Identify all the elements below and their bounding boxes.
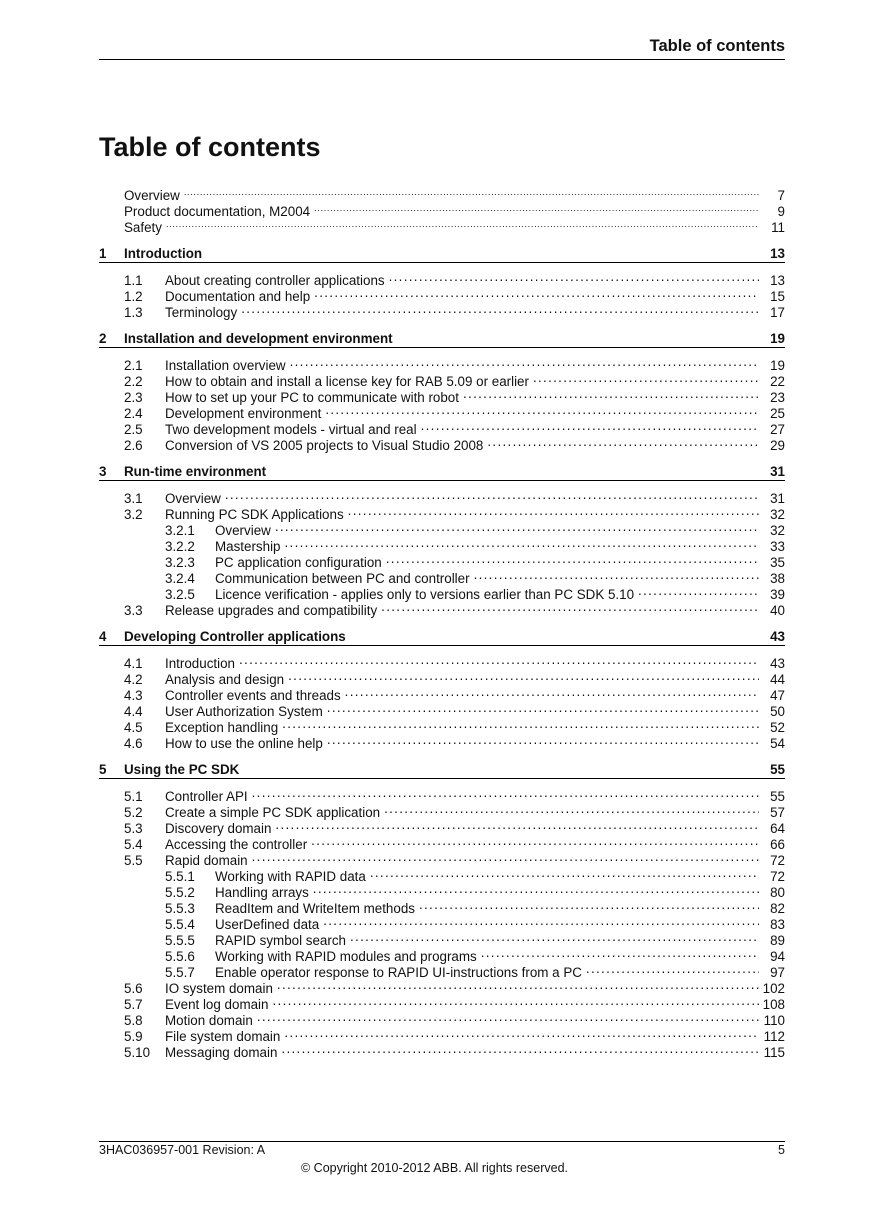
toc-entry-page: 15 xyxy=(770,289,785,304)
toc-entry-page: 47 xyxy=(770,688,785,703)
dot-leader xyxy=(288,668,759,684)
toc-entry-title: Working with RAPID data xyxy=(215,869,366,884)
toc-entry-page: 38 xyxy=(770,571,785,586)
toc-entry-page: 44 xyxy=(770,672,785,687)
toc-entry-page: 22 xyxy=(770,374,785,389)
toc-entry-front-matter[interactable] xyxy=(99,200,785,219)
toc-entry-title: Running PC SDK Applications xyxy=(165,507,344,522)
toc-entry-title: Licence verification - applies only to versions earlier than PC SDK 5.10 xyxy=(215,587,635,602)
toc-section-entry[interactable] xyxy=(99,354,785,373)
toc-entry-title: Product documentation, M2004 xyxy=(124,204,311,219)
toc-entry-page: 31 xyxy=(770,491,785,506)
dot-leader xyxy=(239,652,759,668)
toc-entry-page: 94 xyxy=(770,949,785,964)
page-number: 5 xyxy=(778,1143,785,1157)
toc-entry-number: 5.6 xyxy=(124,981,143,996)
toc-entry-title: Two development models - virtual and real xyxy=(165,422,417,437)
toc-entry-page: 43 xyxy=(770,656,785,671)
toc-entry-number: 4.1 xyxy=(124,656,143,671)
toc-entry-number: 2.4 xyxy=(124,406,143,421)
toc-entry-page: 32 xyxy=(770,523,785,538)
toc-entry-title: UserDefined data xyxy=(215,917,320,932)
chapter-title: Developing Controller applications xyxy=(124,629,346,644)
toc-entry-number: 5.1 xyxy=(124,789,143,804)
dot-leader xyxy=(481,945,759,961)
toc-entry-number: 5.5 xyxy=(124,853,143,868)
toc-entry-title: Controller events and threads xyxy=(165,688,341,703)
toc-entry-title: IO system domain xyxy=(165,981,273,996)
chapter-number: 1 xyxy=(99,246,107,261)
dot-leader xyxy=(348,503,759,519)
toc-entry-page: 66 xyxy=(770,837,785,852)
toc-chapter-heading[interactable] xyxy=(99,628,785,646)
toc-entry-title: How to use the online help xyxy=(165,736,323,751)
toc-entry-number: 2.2 xyxy=(124,374,143,389)
dot-leader xyxy=(533,370,759,386)
chapter-number: 5 xyxy=(99,762,107,777)
dot-leader xyxy=(314,200,759,216)
toc-entry-page: 50 xyxy=(770,704,785,719)
toc-entry-page: 83 xyxy=(770,917,785,932)
header-divider xyxy=(99,59,785,60)
dot-leader xyxy=(275,519,759,535)
toc-entry-number: 3.2.4 xyxy=(165,571,195,586)
chapter-title: Run-time environment xyxy=(124,464,267,479)
toc-entry-number: 2.1 xyxy=(124,358,143,373)
toc-entry-number: 5.4 xyxy=(124,837,143,852)
dot-leader xyxy=(345,684,759,700)
chapter-page: 43 xyxy=(770,629,785,644)
toc-chapter-heading[interactable] xyxy=(99,245,785,263)
toc-entry-page: 35 xyxy=(770,555,785,570)
toc-entry-title: Development environment xyxy=(165,406,322,421)
footer-divider xyxy=(99,1141,785,1142)
toc-entry-title: Safety xyxy=(124,220,162,235)
toc-entry-page: 17 xyxy=(770,305,785,320)
toc-entry-title: ReadItem and WriteItem methods xyxy=(215,901,415,916)
toc-entry-page: 89 xyxy=(770,933,785,948)
toc-entry-number: 5.5.5 xyxy=(165,933,195,948)
header-title: Table of contents xyxy=(649,37,785,55)
toc-entry-number: 5.10 xyxy=(124,1045,151,1060)
toc-section-entry[interactable] xyxy=(99,785,785,804)
dot-leader xyxy=(277,977,759,993)
toc-entry-title: Terminology xyxy=(165,305,238,320)
toc-entry-title: Overview xyxy=(215,523,271,538)
dot-leader xyxy=(386,551,759,567)
toc-entry-page: 80 xyxy=(770,885,785,900)
dot-leader xyxy=(252,785,759,801)
toc-entry-page: 108 xyxy=(762,997,785,1012)
toc-entry-page: 25 xyxy=(770,406,785,421)
toc-entry-number: 5.5.6 xyxy=(165,949,195,964)
toc-entry-front-matter[interactable] xyxy=(99,184,785,203)
toc-entry-number: 5.2 xyxy=(124,805,143,820)
dot-leader xyxy=(389,269,759,285)
toc-entry-title: Documentation and help xyxy=(165,289,311,304)
dot-leader xyxy=(311,833,759,849)
toc-entry-title: Analysis and design xyxy=(165,672,285,687)
dot-leader xyxy=(463,386,759,402)
chapter-page: 19 xyxy=(770,331,785,346)
toc-entry-title: Motion domain xyxy=(165,1013,253,1028)
toc-entry-number: 1.1 xyxy=(124,273,143,288)
dot-leader xyxy=(225,487,759,503)
chapter-title: Introduction xyxy=(124,246,203,261)
toc-entry-page: 9 xyxy=(777,204,785,219)
chapter-number: 2 xyxy=(99,331,107,346)
toc-entry-title: Controller API xyxy=(165,789,248,804)
dot-leader xyxy=(327,732,759,748)
toc-entry-title: Introduction xyxy=(165,656,235,671)
toc-entry-page: 27 xyxy=(770,422,785,437)
toc-entry-title: Mastership xyxy=(215,539,281,554)
toc-entry-number: 5.7 xyxy=(124,997,143,1012)
toc-entry-page: 97 xyxy=(770,965,785,980)
toc-chapter-heading[interactable] xyxy=(99,463,785,481)
toc-entry-title: RAPID symbol search xyxy=(215,933,346,948)
toc-entry-title: Accessing the controller xyxy=(165,837,308,852)
toc-entry-title: Overview xyxy=(124,188,180,203)
toc-entry-title: User Authorization System xyxy=(165,704,323,719)
toc-entry-number: 3.2 xyxy=(124,507,143,522)
dot-leader xyxy=(314,285,759,301)
dot-leader xyxy=(350,929,759,945)
toc-entry-number: 4.4 xyxy=(124,704,143,719)
chapter-title: Using the PC SDK xyxy=(124,762,240,777)
dot-leader xyxy=(474,567,759,583)
toc-entry-number: 3.2.2 xyxy=(165,539,195,554)
toc-entry-number: 1.3 xyxy=(124,305,143,320)
toc-entry-page: 102 xyxy=(762,981,785,996)
dot-leader xyxy=(272,993,758,1009)
dot-leader xyxy=(282,716,759,732)
dot-leader xyxy=(241,301,759,317)
toc-entry-number: 4.6 xyxy=(124,736,143,751)
dot-leader xyxy=(421,418,759,434)
toc-entry-page: 29 xyxy=(770,438,785,453)
toc-entry-page: 33 xyxy=(770,539,785,554)
dot-leader xyxy=(323,913,759,929)
toc-entry-number: 1.2 xyxy=(124,289,143,304)
dot-leader xyxy=(290,354,759,370)
copyright-notice: © Copyright 2010-2012 ABB. All rights reserved. xyxy=(301,1161,568,1175)
toc-entry-number: 5.5.3 xyxy=(165,901,195,916)
toc-entry-number: 3.2.3 xyxy=(165,555,195,570)
dot-leader xyxy=(327,700,759,716)
toc-entry-number: 5.5.7 xyxy=(165,965,195,980)
toc-entry-page: 39 xyxy=(770,587,785,602)
toc-entry-number: 5.3 xyxy=(124,821,143,836)
toc-entry-page: 7 xyxy=(777,188,785,203)
toc-entry-number: 5.5.2 xyxy=(165,885,195,900)
toc-entry-title: How to obtain and install a license key for RAB 5.09 or earlier xyxy=(165,374,529,389)
dot-leader xyxy=(184,184,759,200)
toc-entry-number: 3.2.1 xyxy=(165,523,195,538)
toc-entry-number: 5.8 xyxy=(124,1013,143,1028)
dot-leader xyxy=(313,881,759,897)
toc-entry-page: 40 xyxy=(770,603,785,618)
chapter-page: 55 xyxy=(770,762,785,777)
chapter-title: Installation and development environment xyxy=(124,331,393,346)
toc-entry-page: 72 xyxy=(770,853,785,868)
toc-entry-page: 55 xyxy=(770,789,785,804)
dot-leader xyxy=(370,865,759,881)
toc-chapter-heading[interactable] xyxy=(99,761,785,779)
chapter-number: 4 xyxy=(99,629,107,644)
chapter-page: 13 xyxy=(770,246,785,261)
toc-entry-page: 52 xyxy=(770,720,785,735)
dot-leader xyxy=(284,1025,759,1041)
toc-entry-page: 13 xyxy=(770,273,785,288)
dot-leader xyxy=(281,1041,759,1057)
toc-entry-page: 64 xyxy=(770,821,785,836)
toc-entry-number: 4.2 xyxy=(124,672,143,687)
toc-entry-title: Conversion of VS 2005 projects to Visual Studio 2008 xyxy=(165,438,484,453)
chapter-number: 3 xyxy=(99,464,107,479)
toc-entry-title: Create a simple PC SDK application xyxy=(165,805,381,820)
toc-entry-title: Exception handling xyxy=(165,720,279,735)
toc-entry-title: Communication between PC and controller xyxy=(215,571,470,586)
toc-entry-title: Overview xyxy=(165,491,221,506)
dot-leader xyxy=(257,1009,759,1025)
dot-leader xyxy=(285,535,760,551)
toc-entry-title: Discovery domain xyxy=(165,821,272,836)
toc-section-entry[interactable] xyxy=(99,652,785,671)
toc-entry-number: 3.1 xyxy=(124,491,143,506)
page-title: Table of contents xyxy=(99,132,321,162)
toc-entry-title: Event log domain xyxy=(165,997,269,1012)
toc-entry-title: Messaging domain xyxy=(165,1045,278,1060)
toc-entry-number: 2.3 xyxy=(124,390,143,405)
dot-leader xyxy=(638,583,759,599)
toc-section-entry[interactable] xyxy=(99,269,785,288)
chapter-page: 31 xyxy=(770,464,785,479)
toc-entry-title: Installation overview xyxy=(165,358,286,373)
dot-leader xyxy=(419,897,759,913)
toc-entry-number: 5.5.1 xyxy=(165,869,195,884)
toc-section-entry[interactable] xyxy=(99,487,785,506)
toc-entry-page: 110 xyxy=(763,1013,785,1028)
document-id: 3HAC036957-001 Revision: A xyxy=(99,1143,266,1157)
toc-entry-number: 3.2.5 xyxy=(165,587,195,602)
toc-entry-title: About creating controller applications xyxy=(165,273,385,288)
toc-entry-title: Handling arrays xyxy=(215,885,309,900)
toc-entry-number: 2.6 xyxy=(124,438,143,453)
toc-entry-number: 5.9 xyxy=(124,1029,143,1044)
toc-entry-page: 115 xyxy=(763,1045,785,1060)
toc-entry-page: 11 xyxy=(771,220,785,235)
toc-chapter-heading[interactable] xyxy=(99,330,785,348)
table-of-contents xyxy=(99,184,785,1060)
dot-leader xyxy=(384,801,759,817)
toc-entry-title: PC application configuration xyxy=(215,555,382,570)
dot-leader xyxy=(487,434,759,450)
dot-leader xyxy=(381,599,759,615)
toc-entry-number: 2.5 xyxy=(124,422,143,437)
dot-leader xyxy=(275,817,759,833)
toc-entry-title: Enable operator response to RAPID UI-instructions from a PC xyxy=(215,965,582,980)
toc-entry-page: 23 xyxy=(770,390,785,405)
dot-leader xyxy=(325,402,759,418)
toc-entry-title: How to set up your PC to communicate with robot xyxy=(165,390,459,405)
toc-entry-title: Rapid domain xyxy=(165,853,248,868)
toc-entry-number: 4.5 xyxy=(124,720,143,735)
toc-entry-page: 112 xyxy=(763,1029,785,1044)
toc-entry-page: 32 xyxy=(770,507,785,522)
toc-entry-page: 57 xyxy=(770,805,785,820)
toc-entry-front-matter[interactable] xyxy=(99,216,785,235)
toc-entry-number: 3.3 xyxy=(124,603,143,618)
dot-leader xyxy=(586,961,759,977)
dot-leader xyxy=(252,849,759,865)
toc-entry-page: 54 xyxy=(770,736,785,751)
toc-entry-title: Release upgrades and compatibility xyxy=(165,603,378,618)
dot-leader xyxy=(166,216,759,232)
toc-entry-number: 5.5.4 xyxy=(165,917,195,932)
toc-entry-title: File system domain xyxy=(165,1029,281,1044)
toc-entry-page: 19 xyxy=(770,358,785,373)
toc-entry-number: 4.3 xyxy=(124,688,143,703)
toc-entry-page: 82 xyxy=(770,901,785,916)
toc-entry-title: Working with RAPID modules and programs xyxy=(215,949,477,964)
toc-entry-page: 72 xyxy=(770,869,785,884)
